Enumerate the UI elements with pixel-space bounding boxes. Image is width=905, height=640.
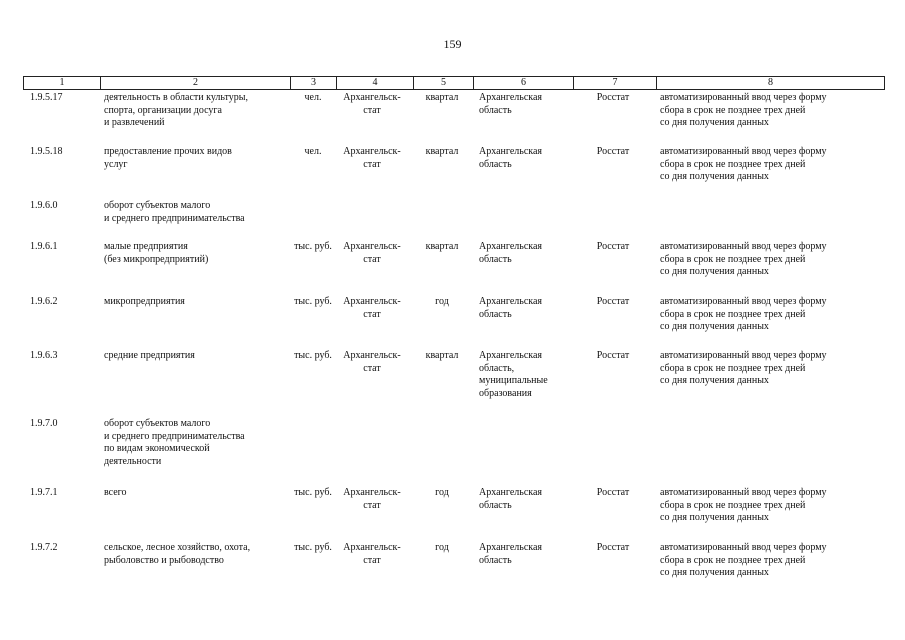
row-method: автоматизированный ввод через форму сбора в срок не позднее трех дней со дня получения данных [660, 487, 827, 523]
row-code: 1.9.5.18 [30, 146, 63, 157]
row-territory: Архангельская область, муниципальные образования [479, 350, 548, 399]
column-header-4: 4 [337, 77, 414, 89]
row-period: год [435, 296, 449, 307]
row-indicator-name: средние предприятия [104, 350, 195, 361]
row-agency: Росстат [596, 146, 630, 157]
row-code: 1.9.7.2 [30, 542, 58, 553]
row-unit: чел. [304, 146, 322, 157]
column-header-2: 2 [101, 77, 291, 89]
row-agency: Росстат [596, 487, 630, 498]
row-territory: Архангельская область [479, 146, 543, 170]
row-method: автоматизированный ввод через форму сбора в срок не позднее трех дней со дня получения данных [660, 241, 827, 277]
row-agency: Росстат [596, 241, 630, 252]
row-indicator-name: всего [104, 487, 127, 498]
column-header-6: 6 [474, 77, 574, 89]
row-period: год [435, 487, 449, 498]
row-territory: Архангельская область [479, 296, 543, 320]
row-period: год [435, 542, 449, 553]
row-source: Архангельск- стат [343, 296, 401, 320]
row-period: квартал [425, 350, 459, 361]
row-agency: Росстат [596, 92, 630, 103]
row-method: автоматизированный ввод через форму сбора в срок не позднее трех дней со дня получения данных [660, 542, 827, 578]
column-header-5: 5 [414, 77, 474, 89]
row-source: Архангельск- стат [343, 350, 401, 374]
row-period: квартал [425, 241, 459, 252]
row-code: 1.9.6.2 [30, 296, 58, 307]
column-header-3: 3 [291, 77, 337, 89]
row-agency: Росстат [596, 296, 630, 307]
row-unit: чел. [304, 92, 322, 103]
row-source: Архангельск- стат [343, 92, 401, 116]
row-method: автоматизированный ввод через форму сбора в срок не позднее трех дней со дня получения данных [660, 92, 827, 128]
row-code: 1.9.5.17 [30, 92, 63, 103]
row-indicator-name: оборот субъектов малого и среднего предпринимательства [104, 200, 245, 224]
row-period: квартал [425, 92, 459, 103]
row-unit: тыс. руб. [294, 487, 332, 498]
row-method: автоматизированный ввод через форму сбора в срок не позднее трех дней со дня получения данных [660, 350, 827, 386]
row-code: 1.9.6.3 [30, 350, 58, 361]
row-unit: тыс. руб. [294, 296, 332, 307]
row-unit: тыс. руб. [294, 542, 332, 553]
row-indicator-name: малые предприятия (без микропредприятий) [104, 241, 209, 265]
row-method: автоматизированный ввод через форму сбора в срок не позднее трех дней со дня получения данных [660, 146, 827, 182]
row-method: автоматизированный ввод через форму сбора в срок не позднее трех дней со дня получения данных [660, 296, 827, 332]
row-source: Архангельск- стат [343, 542, 401, 566]
row-code: 1.9.6.1 [30, 241, 58, 252]
page-number: 159 [443, 37, 462, 51]
row-agency: Росстат [596, 350, 630, 361]
row-source: Архангельск- стат [343, 241, 401, 265]
table-header [23, 76, 885, 90]
row-source: Архангельск- стат [343, 146, 401, 170]
column-header-1: 1 [24, 77, 101, 89]
row-code: 1.9.7.0 [30, 418, 58, 429]
row-code: 1.9.7.1 [30, 487, 58, 498]
row-indicator-name: микропредприятия [104, 296, 185, 307]
row-agency: Росстат [596, 542, 630, 553]
column-header-8: 8 [768, 77, 773, 88]
row-unit: тыс. руб. [294, 350, 332, 361]
row-indicator-name: предоставление прочих видов услуг [104, 146, 232, 170]
row-unit: тыс. руб. [294, 241, 332, 252]
row-indicator-name: сельское, лесное хозяйство, охота, рыболовство и рыбоводство [104, 542, 251, 566]
row-source: Архангельск- стат [343, 487, 401, 511]
row-period: квартал [425, 146, 459, 157]
row-territory: Архангельская область [479, 542, 543, 566]
row-indicator-name: деятельность в области культуры, спорта, организации досуга и развлечений [104, 92, 249, 128]
row-territory: Архангельская область [479, 241, 543, 265]
row-territory: Архангельская область [479, 487, 543, 511]
row-territory: Архангельская область [479, 92, 543, 116]
row-code: 1.9.6.0 [30, 200, 58, 211]
row-indicator-name: оборот субъектов малого и среднего предпринимательства по видам экономической деятельности [104, 418, 245, 467]
column-header-7: 7 [574, 77, 657, 89]
